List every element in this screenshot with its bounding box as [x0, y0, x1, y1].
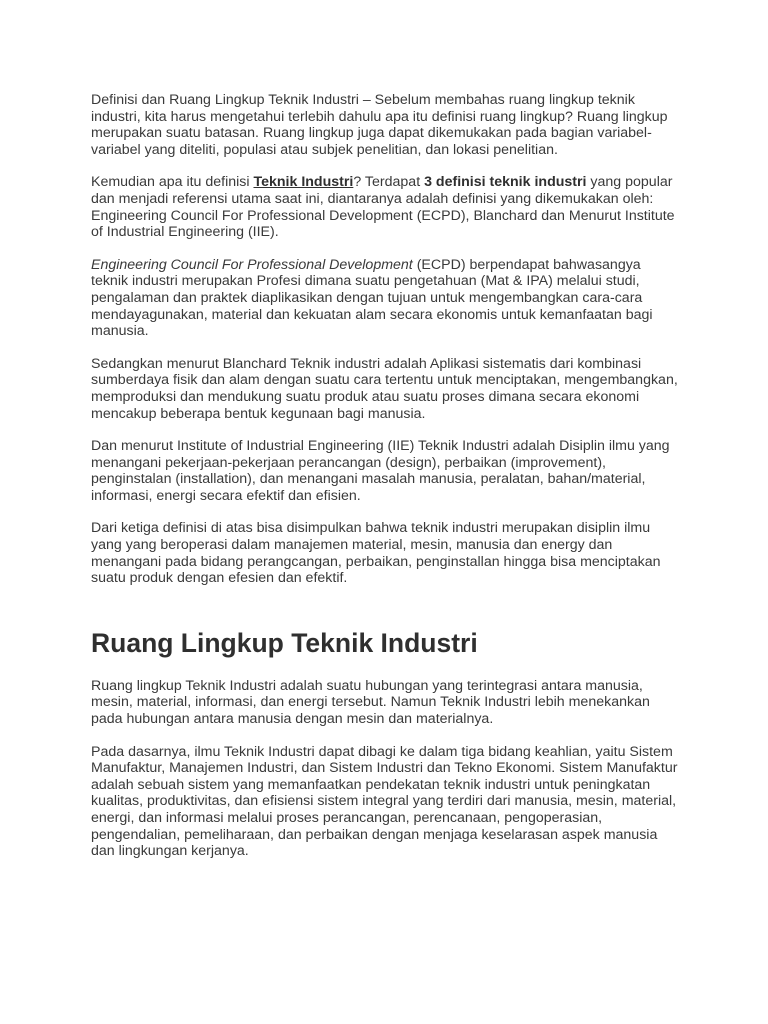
definition-count-paragraph [91, 174, 681, 240]
iie-paragraph: Dan menurut Institute of Industrial Engineering (IIE) Teknik Industri adalah Disiplin ilmu yang menangani pekerjaan-pekerjaan perancangan (design), perbaikan (improvement), penginstalan (installation), dan menangani masalah manusia, peralatan, bahan/material, informasi, energi secara efektif dan efisien. [91, 438, 670, 504]
text-segment: (ECPD) berpendapat bahwasangya teknik industri merupakan Profesi dimana suatu pengetahuan (Mat & IPA) melalui studi, pengalaman dan praktek diaplikasikan dengan tujuan untuk mengembangkan cara-cara mendayagunakan, material dan kekuatan alam secara ekonomis untuk kemanfaatan bagi manusia. [91, 256, 653, 340]
scope-paragraph: Ruang lingkup Teknik Industri adalah suatu hubungan yang terintegrasi antara manusia, mesin, material, informasi, dan energi tersebut. Namun Teknik Industri lebih menekankan pada hubungan antara manusia dengan mesin dan materialnya. [91, 677, 650, 728]
ecpd-paragraph [91, 257, 681, 340]
blanchard-paragraph: Sedangkan menurut Blanchard Teknik industri adalah Aplikasi sistematis dari kombinasi sumberdaya fisik dan alam dengan suatu cara tertentu untuk menciptakan, mengembangkan, memproduksi dan mendukung suatu produk atau suatu proses dimana secara ekonomi mencakup beberapa bentuk kegunaan bagi manusia. [91, 355, 678, 422]
conclusion-paragraph: Dari ketiga definisi di atas bisa disimpulkan bahwa teknik industri merupakan disiplin ilmu yang yang beroperasi dalam manajemen material, mesin, manusia dan energy dan menangani pada bidang perangcangan, perbaikan, penginstallan hingga bisa menciptakan suatu produk dengan efesien dan efektif. [91, 520, 661, 587]
text-segment: ? Terdapat [353, 174, 425, 191]
document-page [91, 92, 681, 876]
three-definitions-bold: 3 definisi teknik industri [424, 174, 587, 191]
intro-paragraph: Definisi dan Ruang Lingkup Teknik Industri – Sebelum membahas ruang lingkup teknik industri, kita harus mengetahui terlebih dahulu apa itu definisi ruang lingkup? Ruang lingkup merupakan suatu batasan. Ruang lingkup juga dapat dikemukakan pada bagian variabel-variabel yang diteliti, populasi atau subjek penelitian, dan lokasi penelitian. [91, 92, 668, 158]
text-segment: Kemudian apa itu definisi [91, 174, 254, 191]
section-heading: Ruang Lingkup Teknik Industri [91, 627, 478, 658]
ecpd-italic: Engineering Council For Professional Development [91, 256, 413, 273]
text-segment: yang popular dan menjadi referensi utama saat ini, diantaranya adalah definisi yang dikemukakan oleh: Engineering Council For Professional Development (ECPD), Blanchard dan Menurut Institute of Industrial Engineering (IIE). [91, 174, 675, 241]
fields-paragraph: Pada dasarnya, ilmu Teknik Industri dapat dibagi ke dalam tiga bidang keahlian, yaitu Sistem Manufaktur, Manajemen Industri, dan Sistem Industri dan Tekno Ekonomi. Sistem Manufaktur adalah sebuah sistem yang memanfaatkan pendekatan teknik industri untuk peningkatan kualitas, produktivitas, dan efisiensi sistem integral yang terdiri dari manusia, mesin, material, energi, dan informasi melalui proses perancangan, perencanaan, pengoperasian, pengendalian, pemeliharaan, dan perbaikan dengan menjaga keselarasan aspek manusia dan lingkungan kerjanya. [91, 743, 678, 860]
teknik-industri-link[interactable]: Teknik Industri [253, 174, 354, 191]
